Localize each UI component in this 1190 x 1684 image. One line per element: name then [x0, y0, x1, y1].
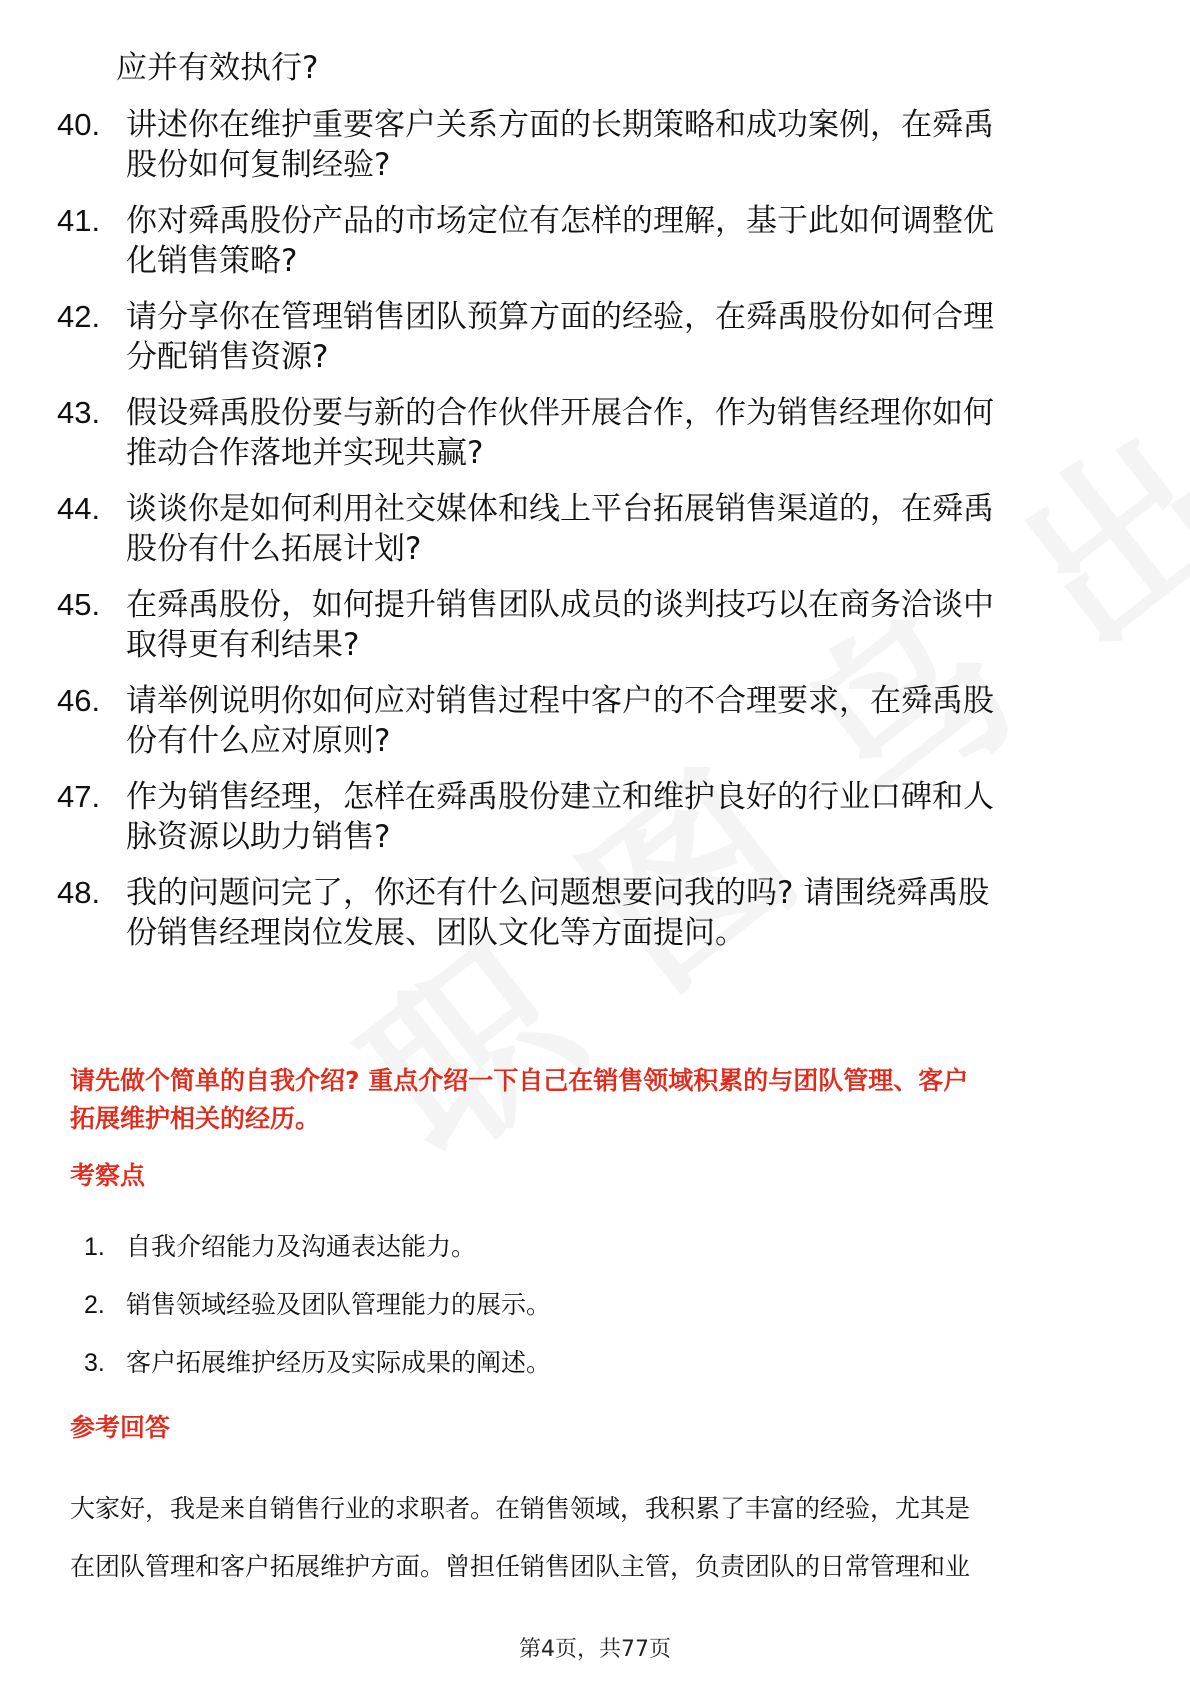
reference-answer	[70, 1480, 1130, 1596]
question-number: 44.	[57, 491, 101, 526]
page-footer: 第4页，共77页	[519, 1637, 671, 1662]
assessment-heading: 考察点	[70, 1161, 146, 1190]
point-text: 客户拓展维护经历及实际成果的阐述。	[126, 1348, 552, 1377]
question-item	[0, 585, 1116, 665]
question-number: 45.	[57, 587, 101, 622]
list-item	[84, 1348, 1084, 1378]
question-item	[0, 297, 1116, 377]
question-item	[0, 201, 1116, 281]
question-item	[0, 393, 1116, 473]
question-line-1: 请举例说明你如何应对销售过程中客户的不合理要求，在舜禹股	[126, 683, 994, 719]
continuation-line: 应并有效执行?	[116, 50, 319, 86]
question-number: 40.	[57, 107, 101, 142]
question-line-1: 谈谈你是如何利用社交媒体和线上平台拓展销售渠道的，在舜禹	[126, 491, 994, 527]
question-line-2: 分配销售资源?	[126, 339, 329, 375]
question-line-2: 取得更有利结果?	[126, 627, 360, 663]
question-item	[0, 873, 1116, 953]
question-line-2: 脉资源以助力销售?	[126, 819, 391, 855]
question-line-2: 推动合作落地并实现共赢?	[126, 435, 484, 471]
question-line-2: 股份如何复制经验?	[126, 147, 391, 183]
questions-container	[0, 105, 1190, 969]
question-line-1: 请分享你在管理销售团队预算方面的经验，在舜禹股份如何合理	[126, 299, 994, 335]
reference-heading: 参考回答	[70, 1413, 171, 1442]
list-item	[84, 1232, 1084, 1262]
question-line-2: 化销售策略?	[126, 243, 298, 279]
question-item	[0, 489, 1116, 569]
point-text: 销售领域经验及团队管理能力的展示。	[126, 1290, 552, 1319]
question-line-1: 假设舜禹股份要与新的合作伙伴开展合作，作为销售经理你如何	[126, 395, 994, 431]
featured-question-line-1: 请先做个简单的自我介绍? 重点介绍一下自己在销售领域积累的与团队管理、客户	[70, 1066, 969, 1095]
question-line-1: 讲述你在维护重要客户关系方面的长期策略和成功案例，在舜禹	[126, 107, 994, 143]
point-number: 2.	[84, 1291, 105, 1319]
assessment-points	[84, 1232, 1084, 1406]
question-line-2: 份销售经理岗位发展、团队文化等方面提问。	[126, 915, 746, 951]
question-line-2: 股份有什么拓展计划?	[126, 531, 422, 567]
answer-line-2: 在团队管理和客户拓展维护方面。曾担任销售团队主管，负责团队的日常管理和业	[70, 1552, 971, 1581]
question-number: 43.	[57, 395, 101, 430]
point-number: 3.	[84, 1349, 105, 1377]
question-line-2: 份有什么应对原则?	[126, 723, 391, 759]
question-number: 42.	[57, 299, 101, 334]
question-number: 41.	[57, 203, 101, 238]
question-number: 47.	[57, 779, 101, 814]
question-line-1: 在舜禹股份，如何提升销售团队成员的谈判技巧以在商务洽谈中	[126, 587, 994, 623]
answer-line-1: 大家好，我是来自销售行业的求职者。在销售领域，我积累了丰富的经验，尤其是	[70, 1494, 971, 1523]
question-line-1: 我的问题问完了，你还有什么问题想要问我的吗? 请围绕舜禹股	[126, 875, 990, 911]
question-line-1: 作为销售经理，怎样在舜禹股份建立和维护良好的行业口碑和人	[126, 779, 994, 815]
list-item	[84, 1290, 1084, 1320]
question-item	[0, 777, 1116, 857]
question-number: 46.	[57, 683, 101, 718]
point-number: 1.	[84, 1233, 105, 1261]
question-item	[0, 105, 1116, 185]
question-item	[0, 681, 1116, 761]
question-number: 48.	[57, 875, 101, 910]
question-line-1: 你对舜禹股份产品的市场定位有怎样的理解，基于此如何调整优	[126, 203, 994, 239]
featured-question-line-2: 拓展维护相关的经历。	[70, 1104, 321, 1133]
point-text: 自我介绍能力及沟通表达能力。	[126, 1232, 477, 1261]
featured-question	[70, 1062, 1130, 1138]
